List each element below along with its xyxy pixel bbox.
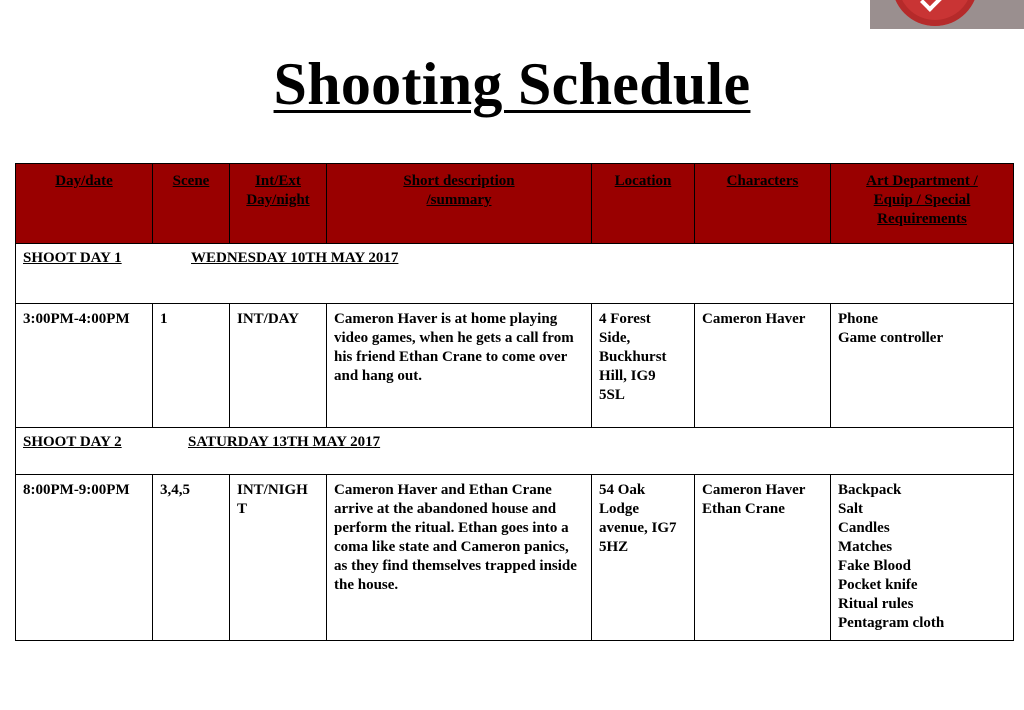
shoot-day-date: SATURDAY 13TH MAY 2017 — [188, 434, 381, 450]
shooting-schedule-table — [15, 163, 1014, 641]
scene-requirements — [831, 304, 1014, 428]
scene-row — [16, 475, 1014, 641]
requirement-item: Game controller — [838, 330, 944, 346]
header-day-date — [16, 164, 153, 244]
scene-characters — [695, 475, 831, 641]
requirement-item: Backpack — [838, 482, 902, 498]
header-location — [592, 164, 695, 244]
header-art-department — [831, 164, 1014, 244]
int-ext-line: T — [237, 501, 248, 517]
shoot-day-date: WEDNESDAY 10TH MAY 2017 — [191, 250, 399, 266]
scene-requirements — [831, 475, 1014, 641]
scene-int-ext — [230, 475, 327, 641]
character-name: Cameron Haver — [702, 311, 806, 327]
requirement-item: Fake Blood — [838, 558, 911, 574]
header-int-ext — [230, 164, 327, 244]
location-line: 4 Forest — [599, 311, 651, 327]
location-line: 5HZ — [599, 539, 629, 555]
scene-description: Cameron Haver is at home playing video games, when he gets a call from his friend Ethan Crane to come over and hang out. — [327, 304, 592, 428]
shoot-day-row — [16, 428, 1014, 475]
header-short-description — [327, 164, 592, 244]
character-name: Cameron Haver — [702, 482, 806, 498]
header-int-ext-line1: Int/Ext — [255, 173, 301, 189]
header-scene — [153, 164, 230, 244]
requirement-item: Phone — [838, 311, 879, 327]
scene-characters — [695, 304, 831, 428]
shoot-day-row — [16, 244, 1014, 304]
scene-number: 1 — [153, 304, 230, 428]
requirement-item: Pocket knife — [838, 577, 918, 593]
shoot-day-label: SHOOT DAY 2 — [23, 434, 122, 450]
requirement-item: Salt — [838, 501, 864, 517]
location-line: 54 Oak — [599, 482, 646, 498]
header-characters — [695, 164, 831, 244]
requirement-item: Candles — [838, 520, 890, 536]
location-line: 5SL — [599, 387, 625, 403]
requirement-item: Ritual rules — [838, 596, 914, 612]
scene-number: 3,4,5 — [153, 475, 230, 641]
scene-location — [592, 304, 695, 428]
character-name: Ethan Crane — [702, 501, 785, 517]
location-line: Hill, IG9 — [599, 368, 656, 384]
requirement-item: Matches — [838, 539, 893, 555]
header-location-label: Location — [614, 173, 672, 189]
header-int-ext-line2: Day/night — [246, 192, 310, 208]
location-line: Lodge — [599, 501, 640, 517]
header-short-desc-line2: /summary — [426, 192, 492, 208]
scene-location — [592, 475, 695, 641]
location-line: avenue, IG7 — [599, 520, 677, 536]
header-scene-label: Scene — [172, 173, 210, 189]
corner-logo-graphic — [870, 0, 1024, 29]
page-title: Shooting Schedule — [273, 51, 751, 117]
location-line: Buckhurst — [599, 349, 667, 365]
header-art-line2: Equip / Special — [873, 192, 971, 208]
header-characters-label: Characters — [726, 173, 799, 189]
header-art-line1: Art Department / — [866, 173, 978, 189]
header-row — [16, 164, 1014, 244]
shoot-day-cell — [16, 244, 1014, 304]
scene-time: 3:00PM-4:00PM — [16, 304, 153, 428]
scene-row — [16, 304, 1014, 428]
header-art-line3: Requirements — [877, 211, 967, 227]
shoot-day-label: SHOOT DAY 1 — [23, 250, 122, 266]
scene-time: 8:00PM-9:00PM — [16, 475, 153, 641]
int-ext-line: INT/NIGH — [237, 482, 308, 498]
location-line: Side, — [599, 330, 631, 346]
scene-description: Cameron Haver and Ethan Crane arrive at the abandoned house and perform the ritual. Ethan goes into a coma like state and Cameron panics, as they find themselves trapped inside the house. — [327, 475, 592, 641]
header-short-desc-line1: Short description — [403, 173, 515, 189]
shoot-day-cell — [16, 428, 1014, 475]
header-day-date-label: Day/date — [55, 173, 113, 189]
scene-int-ext: INT/DAY — [230, 304, 327, 428]
requirement-item: Pentagram cloth — [838, 615, 945, 631]
